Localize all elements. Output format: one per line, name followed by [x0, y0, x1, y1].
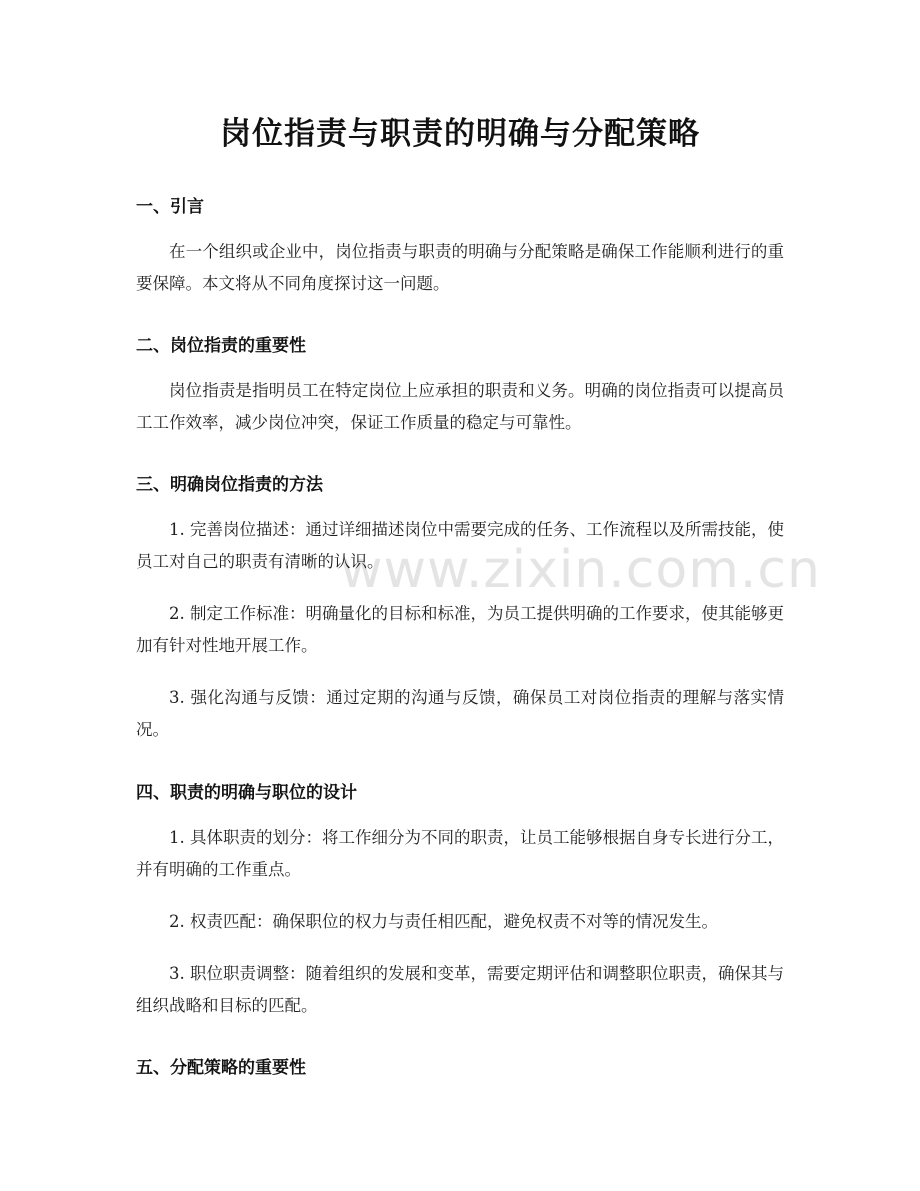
section-heading-3: 三、明确岗位指责的方法 — [136, 475, 323, 495]
section-heading-4: 四、职责的明确与职位的设计 — [136, 783, 357, 803]
section-4-paragraph-3: 3. 职位职责调整：随着组织的发展和变革，需要定期评估和调整职位职责，确保其与组织战略和目标的匹配。 — [136, 964, 784, 1015]
section-3-paragraph-3: 3. 强化沟通与反馈：通过定期的沟通与反馈，确保员工对岗位指责的理解与落实情况。 — [136, 688, 784, 739]
section-2-paragraph-1: 岗位指责是指明员工在特定岗位上应承担的职责和义务。明确的岗位指责可以提高员工工作效率，减少岗位冲突，保证工作质量的稳定与可靠性。 — [136, 381, 784, 432]
section-heading-2: 二、岗位指责的重要性 — [136, 336, 306, 356]
section-heading-5: 五、分配策略的重要性 — [136, 1058, 306, 1078]
document-title: 岗位指责与职责的明确与分配策略 — [220, 116, 700, 152]
section-1-paragraph-1: 在一个组织或企业中，岗位指责与职责的明确与分配策略是确保工作能顺利进行的重要保障。本文将从不同角度探讨这一问题。 — [136, 242, 784, 293]
section-4-paragraph-2: 2. 权责匹配：确保职位的权力与责任相匹配，避免权责不对等的情况发生。 — [169, 912, 718, 931]
watermark: www.zixin.com.cn — [340, 540, 821, 600]
section-heading-1: 一、引言 — [136, 197, 204, 217]
section-3-paragraph-1: 1. 完善岗位描述：通过详细描述岗位中需要完成的任务、工作流程以及所需技能，使员工对自己的职责有清晰的认识。 — [136, 520, 784, 571]
section-4-paragraph-1: 1. 具体职责的划分：将工作细分为不同的职责，让员工能够根据自身专长进行分工，并有明确的工作重点。 — [136, 828, 784, 879]
section-3-paragraph-2: 2. 制定工作标准：明确量化的目标和标准，为员工提供明确的工作要求，使其能够更加有针对性地开展工作。 — [136, 604, 784, 655]
